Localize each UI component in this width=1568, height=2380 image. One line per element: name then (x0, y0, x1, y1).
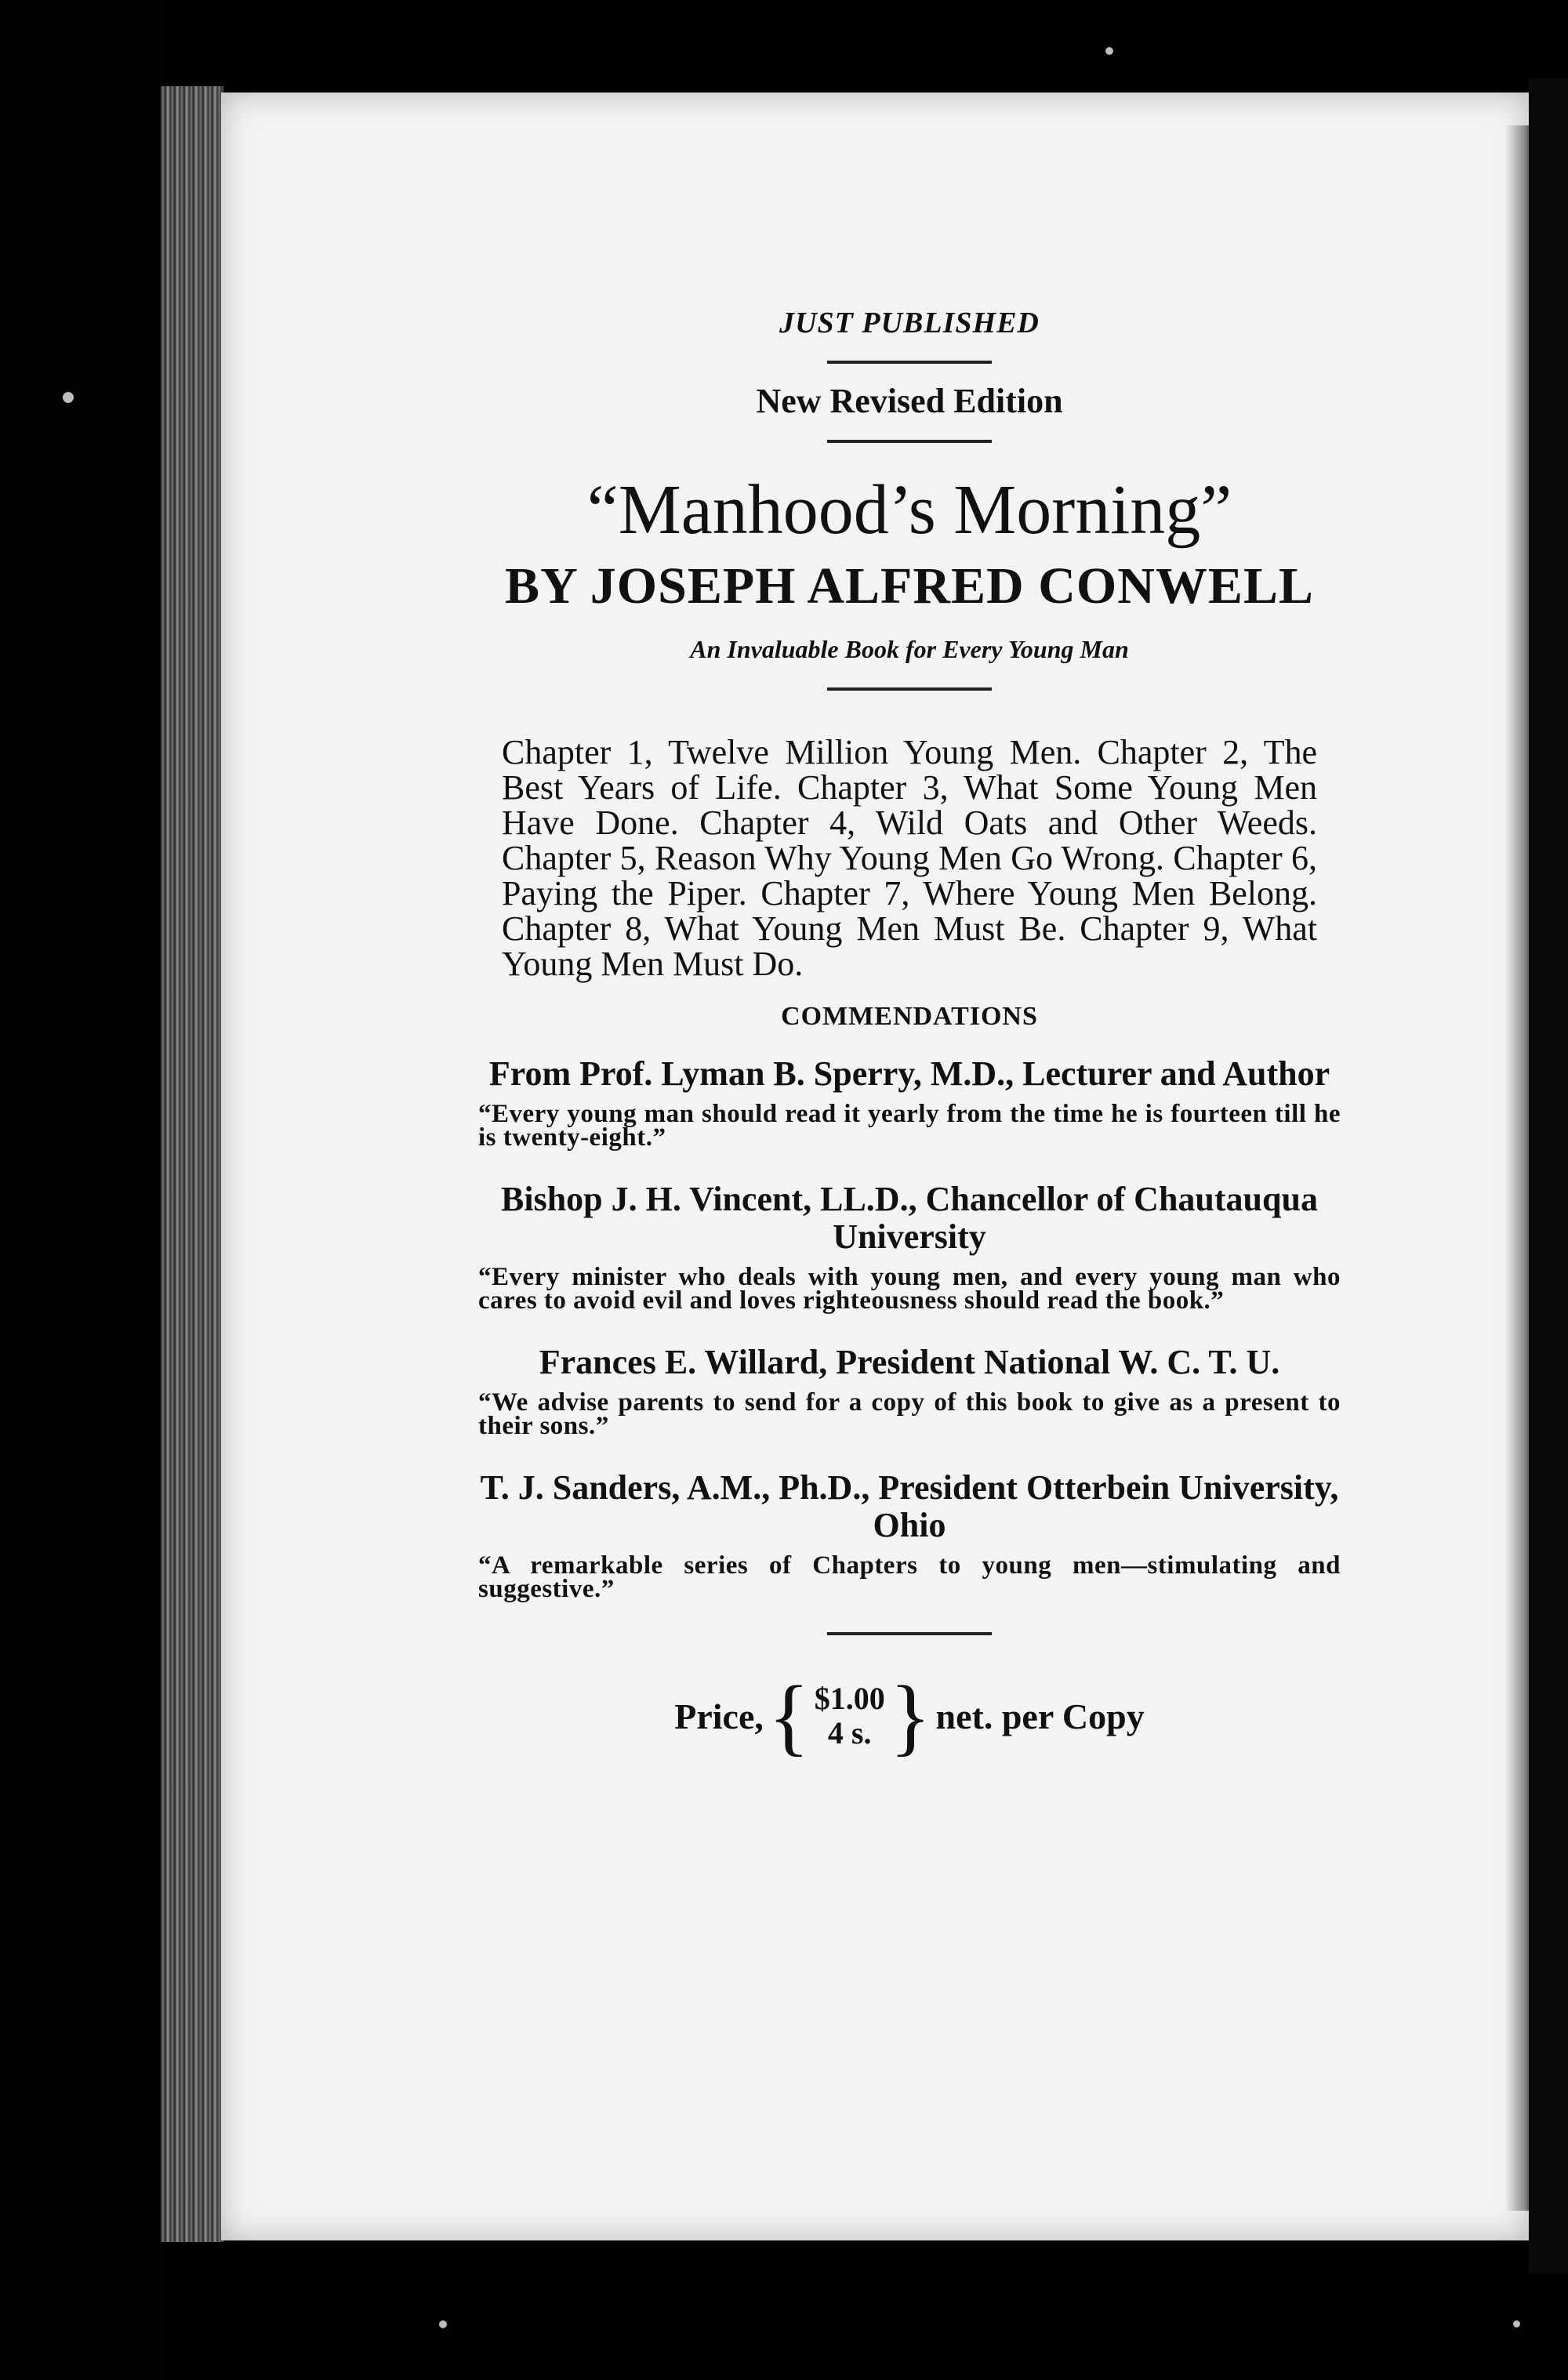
dust-speck (63, 392, 74, 403)
edition-label: New Revised Edition (756, 382, 1063, 420)
dust-speck (439, 2320, 447, 2328)
commendation-quote: “Every minister who deals with young men, and every young man who cares to avoid evil and loves righteousness should read the book.” (478, 1263, 1341, 1315)
dust-speck (1105, 47, 1113, 55)
price-amounts (815, 1682, 885, 1751)
chapter-list: Chapter 1, Twelve Million Young Men. Chapter 2, The Best Years of Life. Chapter 3, What Some Young Men Have Done. Chapter 4, Wild Oats and Other Weeds. Chapter 5, Reason Why Young Men Go Wrong. Chapter 6, Paying the Piper. Chapter 7, Where Young Men Belong. Chapter 8, What Young Men Must Be. Chapter 9, What Young Men Must Do. (502, 733, 1317, 983)
commendations-heading: COMMENDATIONS (781, 1002, 1038, 1031)
commendation (478, 1344, 1341, 1438)
price-suffix: net. per Copy (935, 1696, 1145, 1736)
commendation-quote: “A remarkable series of Chapters to young men—stimulating and suggestive.” (478, 1551, 1341, 1603)
divider (827, 440, 992, 443)
right-brace: } (889, 1668, 931, 1764)
book-title: “Manhood’s Morning” (586, 471, 1232, 549)
divider (827, 1632, 992, 1635)
commendation-author: From Prof. Lyman B. Sperry, M.D., Lecturer and Author (488, 1054, 1330, 1093)
price-line (478, 1668, 1341, 1764)
film-border-left (0, 0, 165, 2380)
commendation-author: T. J. Sanders, A.M., Ph.D., President Otterbein University, Ohio (480, 1468, 1339, 1544)
divider (827, 688, 992, 691)
price-label: Price, (674, 1696, 764, 1736)
divider (827, 361, 992, 364)
film-border-right (1529, 78, 1568, 2273)
commendation-author: Bishop J. H. Vincent, LL.D., Chancellor of Chautauqua University (501, 1180, 1318, 1256)
tagline: An Invaluable Book for Every Young Man (690, 635, 1129, 663)
book-page-edges (161, 86, 223, 2242)
price-gbp: 4 s. (827, 1715, 872, 1751)
commendation-quote: “We advise parents to send for a copy of this book to give as a present to their sons.” (478, 1388, 1341, 1440)
dust-speck (1513, 2320, 1520, 2327)
left-brace: { (768, 1668, 810, 1764)
commendation (478, 1180, 1341, 1315)
commendation (478, 1469, 1341, 1601)
commendation-quote: “Every young man should read it yearly from the time he is fourteen till he is twenty-eight.” (478, 1100, 1341, 1152)
author-line: BY JOSEPH ALFRED CONWELL (505, 557, 1314, 615)
advertisement (478, 290, 1341, 1764)
commendation (478, 1054, 1341, 1152)
price-usd: $1.00 (814, 1681, 885, 1716)
kicker: JUST PUBLISHED (779, 307, 1040, 339)
commendation-author: Frances E. Willard, President National W. C. T. U. (539, 1343, 1280, 1381)
